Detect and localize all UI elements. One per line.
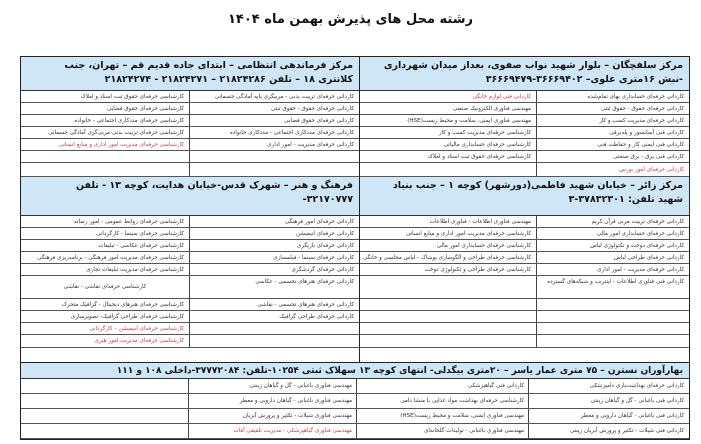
program-cell: کاردانی حرفه‌ای حقوق قضایی xyxy=(284,117,354,124)
column-divider xyxy=(528,394,529,408)
program-cell: کاردانی حرفه‌ای گردشگری xyxy=(291,266,354,273)
program-cell: کاردانی حرفه‌ای سینما - فیلمسازی xyxy=(273,254,354,261)
program-cell: کاردانی فنی ایمنی کار و حفاظت فنی xyxy=(597,141,684,148)
program-cell xyxy=(21,379,189,393)
program-cell: کاردانی حرفه‌ای بازیگری xyxy=(296,242,354,249)
table-row xyxy=(21,216,359,228)
column-divider xyxy=(356,424,357,438)
program-cell xyxy=(21,394,189,408)
program-cell: مهندسی فناوری الکترونیک صنعتی xyxy=(452,105,531,112)
column-divider xyxy=(528,424,529,438)
program-cell: کارشناسی حرفه‌ای روابط عمومی - امور رسانه xyxy=(73,218,184,225)
program-cell: کارشناسی حرفه‌ای تربیت بدنی-مربی‌گری آمادگی جسمانی xyxy=(48,129,184,136)
column-divider xyxy=(188,424,189,438)
program-cell: کاردانی حرفه‌ای هنرهای تجسمی - نقاشی xyxy=(257,301,354,308)
program-cell xyxy=(21,424,189,438)
table-row xyxy=(359,252,689,264)
table-row xyxy=(21,311,359,323)
program-cell xyxy=(189,323,359,334)
program-cell: مهندسی فناوری شیلات - تکثیر و پرورش آبزیان xyxy=(242,413,352,419)
column-divider xyxy=(188,409,189,423)
table-row xyxy=(21,115,359,127)
program-cell: کاردانی حرفه‌ای حسابداری امور مالی xyxy=(596,230,684,237)
table-row xyxy=(359,139,689,151)
program-cell: کاردانی حرفه‌ای مدیریت - امور اداری xyxy=(597,266,684,273)
program-cell: کارشناسی حرفه‌ای مدیریت امور اداری و منابع انسانی xyxy=(405,230,531,237)
program-cell: کارشناسی حرفه‌ای طراحی گرافیک- تصویرسازی xyxy=(70,313,184,320)
program-cell: کاردانی حرفه‌ای تربیت بدنی - مربیگری پایه آمادگی جسمانی xyxy=(214,93,354,100)
column-divider xyxy=(528,379,529,393)
program-cell: کاردانی فنی لوازم خانگی xyxy=(472,93,531,100)
center-header-zaer: مرکز زائر – خیابان شهید فاطمی(دورشهر) کوچه ۱ – جنب بنیاد شهید تلفن: ۳۷۸۳۲۳۰۱-۳ xyxy=(359,177,689,216)
column-divider xyxy=(356,394,357,408)
table-row xyxy=(21,424,689,439)
program-cell: کارشناسی حرفه‌ای حقوق ثبت اسناد و املاک xyxy=(427,153,531,160)
program-cell xyxy=(21,151,189,162)
program-cell: کارشناسی حرفه‌ای طراحی و تکنولوژی دوخت xyxy=(424,266,531,273)
table-row xyxy=(21,276,359,299)
table-row xyxy=(21,335,359,348)
program-cell: کاردانی حرفه‌ای طراحی لباس xyxy=(614,254,684,261)
program-cell: کارشناسی حرفه‌ای طراحی و الگوسازی پوشاک - لباس مجلسی و خانگی xyxy=(362,254,531,261)
program-cell: کارشناسی حرفه‌ای انیمیشن – کارگردانی xyxy=(89,325,184,332)
program-cell: کاردانی حرفه‌ای امور بورس xyxy=(619,166,684,173)
program-cell: کاردانی فنی فناوری اطلاعات - اینترنت و شبکه‌های گسترده xyxy=(547,279,684,285)
table-row xyxy=(359,163,689,177)
table-row xyxy=(21,127,359,139)
program-cell: کاردانی حرفه‌ای دوخت و تکنولوژی لباس xyxy=(589,242,684,249)
page-title: رشته محل های پذیرش بهمن ماه ۱۴۰۴ xyxy=(228,12,473,27)
table-row xyxy=(21,163,359,177)
table-row xyxy=(359,103,689,115)
program-cell: کارشناسی حرفه‌ای مددکاری اجتماعی - خانواده xyxy=(74,117,184,124)
program-cell: کاردانی فنی باغبانی - گیاهان دارویی و معطر xyxy=(580,413,684,419)
table-row xyxy=(359,228,689,240)
table-row xyxy=(359,276,689,299)
program-cell: کاردانی حرفه‌ای تربیت مربی قرآن کریم xyxy=(591,218,684,225)
program-cell xyxy=(359,276,536,298)
program-cell: کاردانی فنی برق - برق صنعتی xyxy=(613,153,684,160)
table-row xyxy=(359,240,689,252)
program-cell: کاردانی حرفه‌ای انیمیشن xyxy=(295,230,354,237)
program-cell: کارشناسی حرفه‌ای هنرهای دیجیتال - گرافیک متحرک xyxy=(62,301,184,308)
table-row xyxy=(21,264,359,276)
program-cell: کارشناسی حرفه‌ای بهداشت مواد غذایی با منشا دامی xyxy=(400,398,524,404)
table-row xyxy=(359,127,689,139)
program-cell: کاردانی حرفه‌ای بهداشت‌یاری دامپزشکی xyxy=(589,383,684,389)
table-row xyxy=(359,115,689,127)
column-divider xyxy=(188,394,189,408)
program-cell: کاردانی فنی شیلات - تکثیر و پرورش آبزیان زینتی xyxy=(569,428,684,434)
program-cell xyxy=(359,163,536,176)
table-row xyxy=(359,151,689,163)
program-cell: کاردانی حرفه‌ای امور فرهنگی xyxy=(284,218,354,225)
table-right xyxy=(358,56,690,363)
table-row xyxy=(21,151,359,163)
column-divider xyxy=(528,409,529,423)
program-cell: کاردانی حرفه‌ای حسابداری بهای تمام‌شده xyxy=(587,93,684,100)
center-header-farmandehi: مرکز فرماندهی انتظامی – ابتدای جاده قدیم قم – تهران، جنب کلانتری ۱۸ – تلفن ۲۱۸۲۴۲۸۶ – ۲۱۸۲۴۲۷۱ - ۲۱۸۲۴۲۷۴ xyxy=(21,57,359,91)
program-cell: کارشناسی حرفه‌ای حسابداری امور مالی xyxy=(436,242,531,249)
program-cell: کارشناسی حرفه‌ای مدیریت کسب و کار xyxy=(438,129,531,136)
program-cell xyxy=(536,335,689,347)
program-cell xyxy=(359,335,536,347)
program-cell: کاردانی حرفه‌ای مدیریت کسب و کار xyxy=(599,117,684,124)
program-cell xyxy=(21,409,189,423)
program-cell: کاردانی حرفه‌ای طراحی گرافیک xyxy=(279,313,354,320)
table-row xyxy=(359,216,689,228)
program-cell xyxy=(189,151,359,162)
program-cell: کارشناسی حرفه‌ای حقوق ثبت اسناد و املاک xyxy=(80,93,184,100)
program-cell: کارشناسی حرفه‌ای مدیریت امور هنری xyxy=(94,337,184,344)
program-cell: کاردانی فنی آسانسور و پله‌برقی xyxy=(609,129,684,136)
program-cell xyxy=(536,323,689,334)
table-row xyxy=(21,409,689,424)
table-row xyxy=(21,252,359,264)
table-bottom xyxy=(20,362,690,440)
program-cell: کاردانی حرفه‌ای مدیریت - امور اداری xyxy=(267,141,354,148)
program-cell: کاردانی حرفه‌ای حقوق - حقوق ثبتی xyxy=(600,105,684,112)
program-cell: مهندسی فناوری گیاهپزشکی - مدیریت تلفیقی آفات xyxy=(233,428,352,434)
table-row xyxy=(21,139,359,151)
center-header-baharavaran: بهارآوران نسترن – ۷۵ متری عمار یاسر – ۲۰متری بیگدلی- انتهای کوچه ۱۳ سهلاک ثبتی ۱۰۲۵۴-تلفن: ۳۷۷۷۲۰۸۴-داخلی ۱۰۸ و ۱۱۱ xyxy=(21,363,689,379)
program-cell: مهندسی فناوری ایمنی، سلامت و محیط زیست(HSE) xyxy=(407,117,531,124)
program-cell xyxy=(359,299,536,310)
table-row xyxy=(21,240,359,252)
table-row xyxy=(21,379,689,394)
program-cell: کارشناسی حرفه‌ای مدیریت امور فرهنگی - برنامه‌ریزی فرهنگی xyxy=(37,254,184,261)
program-cell: کارشناسی حرفه‌ای عکاسی - تبلیغات xyxy=(98,242,184,249)
center-header-farhang-honar: فرهنگ و هنر – شهرک قدس-خیابان هدایت، کوچه ۱۳ - تلفن ۳۲۱۷۰۷۷۷- xyxy=(21,177,359,216)
program-cell: کارشناسی حرفه‌ای نقاشی - نقاشی xyxy=(63,284,147,290)
column-divider xyxy=(188,379,189,393)
table-row xyxy=(359,91,689,103)
center-header-salafchegan: مرکز سلفچگان – بلوار شهید نواب صفوی، بعداز میدان شهرداری -نبش ۱۶متری علوی– ۳۶۶۶۹۴۰۲-۳۶۶۶۹۴۷۹ xyxy=(359,57,689,91)
program-cell xyxy=(21,163,189,176)
table-row xyxy=(21,228,359,240)
table-row xyxy=(21,299,359,311)
program-cell: مهندسی فناوری باغبانی - تولیدات گلخانه‌ای xyxy=(423,428,524,434)
table-row xyxy=(21,394,689,409)
program-cell xyxy=(536,299,689,310)
program-cell xyxy=(189,163,359,176)
program-cell: کاردانی فنی باغبانی - گل و گیاهان زینتی xyxy=(590,398,684,404)
program-cell: کارشناسی حرفه‌ای سینما - کارگردانی xyxy=(96,230,184,237)
table-row xyxy=(21,91,359,103)
program-cell xyxy=(359,311,536,322)
program-cell: کاردانی فنی گیاهپزشکی xyxy=(467,383,524,389)
program-cell: کارشناسی حرفه‌ای حقوق قضایی xyxy=(107,105,184,112)
program-cell: کاردانی حرفه‌ای مددکاری اجتماعی - مددکاری خانواده xyxy=(229,129,354,136)
program-cell xyxy=(536,311,689,322)
program-cell xyxy=(359,323,536,334)
table-row xyxy=(21,103,359,115)
program-cell: کارشناسی حرفه‌ای مدیریت تبلیغات تجاری xyxy=(86,266,184,273)
table-row xyxy=(359,299,689,311)
program-cell xyxy=(189,335,359,347)
column-divider xyxy=(356,409,357,423)
program-cell: کارشناسی حرفه‌ای مدیریت امور اداری و منابع انسانی xyxy=(58,141,184,148)
column-divider xyxy=(356,379,357,393)
table-left xyxy=(20,56,360,363)
program-cell: مهندسی فناوری باغبانی - گیاهان دارویی و معطر xyxy=(239,398,352,404)
program-cell: کارشناسی حرفه‌ای حسابداری مالیاتی xyxy=(443,141,531,148)
program-cell: مهندسی فناوری ایمنی، سلامت و محیط زیست(HSE) xyxy=(400,413,524,419)
table-row xyxy=(359,264,689,276)
table-row xyxy=(359,311,689,323)
program-cell: کاردانی حرفه‌ای حقوق - حقوق ثبتی xyxy=(270,105,354,112)
table-row xyxy=(359,323,689,335)
table-row xyxy=(21,323,359,335)
program-cell: کاردانی حرفه‌ای هنرهای تجسمی - عکاسی xyxy=(255,279,354,285)
program-cell: مهندسی فناوری اطلاعات - فناوری اطلاعات xyxy=(429,218,531,225)
table-row xyxy=(359,335,689,348)
program-cell: مهندسی فناوری باغبانی - گل و گیاهان زینتی xyxy=(249,383,352,389)
